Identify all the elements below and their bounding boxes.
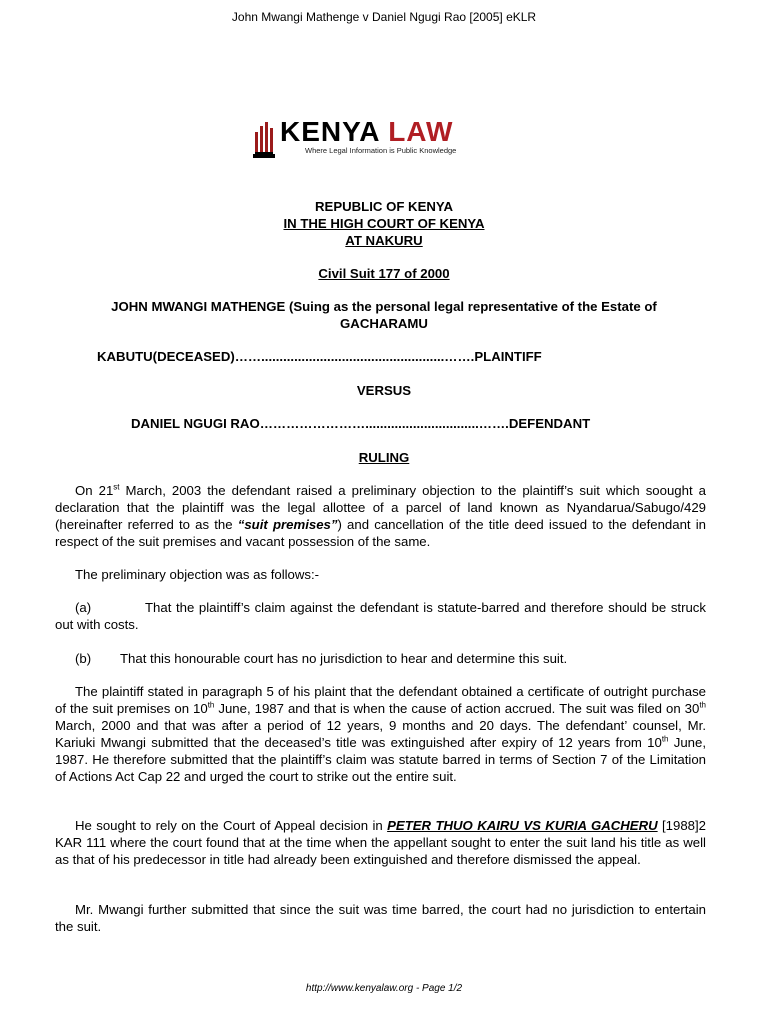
logo-word-law: LAW xyxy=(388,116,454,147)
suit-number: Civil Suit 177 of 2000 xyxy=(318,266,450,281)
case-citation: PETER THUO KAIRU VS KURIA GACHERU xyxy=(387,818,658,833)
heading-location-wrap xyxy=(0,232,768,249)
paragraph-5 xyxy=(55,901,706,935)
p3-sup-2: th xyxy=(699,700,706,710)
logo-wordmark xyxy=(280,116,453,148)
paragraph-4 xyxy=(55,817,706,868)
objection-item-b xyxy=(55,650,706,667)
paragraph-1 xyxy=(55,482,706,550)
page-footer: http://www.kenyalaw.org - Page 1/2 xyxy=(305,983,463,994)
paragraph-2 xyxy=(55,566,706,583)
ruling-title: RULING xyxy=(358,450,410,465)
plaintiff-line: KABUTU(DECEASED)……..................................................…….PLAINTIFF xyxy=(97,349,542,364)
p3-text-c: March, 2000 and that was after a period of 12 years, 9 months and 20 days. The defendant’ counsel, Mr. Kariuki Mwangi submitted that the deceased’s title was extinguished after expiry of 12 years from 10 xyxy=(55,718,706,750)
item-a-label: (a) xyxy=(75,600,92,615)
p3-text-a: The plaintiff stated in paragraph 5 of his plaint that the defendant obtained a certificate of outright purchase of the suit premises on 10 xyxy=(55,684,706,716)
kenya-law-logo xyxy=(253,112,473,160)
versus-label: VERSUS xyxy=(356,383,412,398)
p1-text-a: On 21 xyxy=(75,483,114,498)
logo-word-kenya: KENYA xyxy=(280,116,380,147)
running-header: John Mwangi Mathenge v Daniel Ngugi Rao [2005] eKLR xyxy=(231,10,537,24)
objection-item-a xyxy=(55,599,706,633)
defendant-line: DANIEL NGUGI RAO……………………...............................…….DEFENDANT xyxy=(131,416,591,431)
plaintiff-description-cont: GACHARAMU xyxy=(340,316,428,331)
p3-text-d: June, 1987. He therefore submitted that the plaintiff’s claim was statute barred in terms of Section 7 of the Limitation of Actions Act Cap 22 and urged the court to strike out the entire suit. xyxy=(55,735,706,784)
item-b-label: (b) xyxy=(75,651,92,666)
logo-tagline: Where Legal Information is Public Knowledge xyxy=(305,146,457,155)
p4-text-b: [1988]2 KAR 111 where the court found that at the time when the appellant sought to enter the suit land his title as well as that of his predecessor in title had already been extinguished and therefore dismissed the appeal. xyxy=(55,818,707,867)
heading-court: IN THE HIGH COURT OF KENYA xyxy=(283,216,485,231)
p3-text-b: June, 1987 and that is when the cause of action accrued. The suit was filed on 30 xyxy=(214,701,700,716)
p1-text-b: March, 2003 the defendant raised a preliminary objection to the plaintiff’s suit which soought a declaration that the plaintiff was the legal allottee of a parcel of land known as Nyandarua/Sabugo/429 (hereinafter referred to as the xyxy=(55,483,706,532)
p3-sup-3: th xyxy=(661,734,669,744)
paragraph-3 xyxy=(55,683,706,785)
item-b-text: That this honourable court has no jurisdiction to hear and determine this suit. xyxy=(120,651,568,666)
ruling-title-wrap xyxy=(0,449,768,466)
p1-sup: st xyxy=(113,482,120,492)
suit-number-wrap xyxy=(0,265,768,282)
plaintiff-description: JOHN MWANGI MATHENGE (Suing as the personal legal representative of the Estate of xyxy=(111,299,657,314)
p4-text-a: He sought to rely on the Court of Appeal decision in xyxy=(75,818,388,833)
p1-text-c: ) and cancellation of the title deed issued to the defendant in respect of the suit premises and vacant possession of the same. xyxy=(55,517,707,549)
item-a-text: That the plaintiff’s claim against the defendant is statute-barred and therefore should be struck out with costs. xyxy=(55,600,706,632)
suit-premises-term: “suit premises” xyxy=(237,517,338,532)
p5-text: Mr. Mwangi further submitted that since the suit was time barred, the court had no jurisdiction to entertain the suit. xyxy=(55,902,706,934)
p3-sup-1: th xyxy=(207,700,215,710)
heading-court-wrap xyxy=(0,215,768,232)
p2-text: The preliminary objection was as follows:- xyxy=(75,567,320,582)
heading-location: AT NAKURU xyxy=(345,233,423,248)
heading-republic: REPUBLIC OF KENYA xyxy=(315,199,453,214)
pillars-icon xyxy=(253,118,275,158)
